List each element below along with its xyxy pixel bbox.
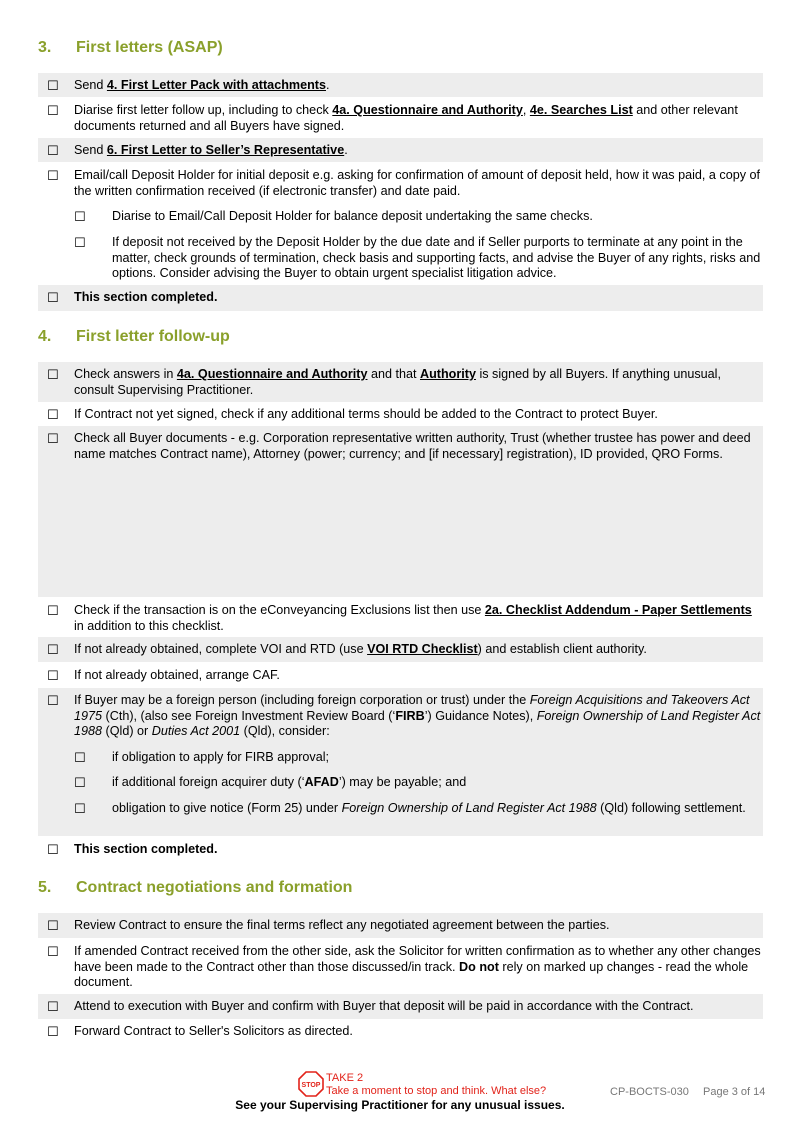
checklist-item: ☐ Diarise first letter follow up, including to check 4a. Questionnaire and Authority, 4e. Searches List and other relevant documents returned and all Buyers have signed. [47,103,738,133]
checkbox[interactable]: ☐ [47,291,59,306]
checkbox[interactable]: ☐ [74,776,86,791]
checklist-item: ☐ Send 4. First Letter Pack with attachments. [38,73,763,97]
checkbox[interactable]: ☐ [47,169,59,184]
document-link[interactable]: 6. First Letter to Seller’s Representative [106,143,345,157]
checkbox[interactable]: ☐ [47,694,59,709]
checklist-item: ☐ Check all Buyer documents - e.g. Corporation representative written authority, Trust (whether trustee has power and deed name matches Contract name), Attorney (power; currency; and [if necessary] registration), ID provided, QRO Forms. [38,426,763,597]
checkbox[interactable]: ☐ [74,751,86,766]
checkbox[interactable]: ☐ [47,919,59,934]
checklist-subitem: ☐ if obligation to apply for FIRB approval; [74,750,330,766]
checklist-item: ☐ If amended Contract received from the other side, ask the Solicitor for written confirmation as to whether any other changes have been made to the Contract other than those discussed/in track. Do not rely on marked up changes - read the whole document. [47,944,761,989]
take2-notice: TAKE 2 Take a moment to stop and think. What else? [326,1072,547,1097]
checkbox[interactable]: ☐ [47,408,59,423]
checkbox[interactable]: ☐ [47,432,59,447]
stop-sign-icon [298,1071,324,1097]
checklist-subitem: ☐ obligation to give notice (Form 25) under Foreign Ownership of Land Register Act 1988 (Qld) following settlement. [74,801,746,817]
checklist-item: ☐ If Contract not yet signed, check if any additional terms should be added to the Contract to protect Buyer. [47,407,658,423]
svg-text:STOP: STOP [301,1082,321,1089]
footer-note: See your Supervising Practitioner for any unusual issues. [235,1098,565,1112]
document-code: CP-BOCTS-030 [610,1086,689,1098]
checklist-item: ☐ Check answers in 4a. Questionnaire and Authority and that Authority is signed by all Buyers. If anything unusual, consult Supervising Practitioner. [38,362,763,402]
checkbox[interactable]: ☐ [74,236,86,251]
checkbox[interactable]: ☐ [47,945,59,960]
document-link[interactable]: 4a. Questionnaire and Authority [332,103,523,117]
checklist-subitem: ☐ If deposit not received by the Deposit Holder by the due date and if Seller purports to terminate at any point in the matter, check grounds of termination, check basis and supporting facts, and advise the Buyer of any rights, risks and options. Consider advising the Buyer to obtain urgent specialist litigation advice. [74,235,761,280]
document-link[interactable]: 4a. Questionnaire and Authority [176,367,368,381]
checkbox[interactable]: ☐ [47,79,59,94]
section-4-title: 4. First letter follow-up [38,328,230,345]
checkbox[interactable]: ☐ [47,144,59,159]
checkbox[interactable]: ☐ [47,669,59,684]
checklist-item-section-complete: ☐ This section completed. [38,285,763,311]
checkbox[interactable]: ☐ [47,843,59,858]
section-3-title: 3. First letters (ASAP) [38,39,223,56]
checklist-item-foreign-buyer: ☐ If Buyer may be a foreign person (including foreign corporation or trust) under the Foreign Acquisitions and Takeovers Act 1975 (Cth), (also see Foreign Investment Review Board (‘FIRB’) Guidance Notes), Foreign Ownership of Land Register Act 1988 (Qld) or Duties Act 2001 (Qld), consider: [38,688,763,836]
checklist-subitem: ☐ Diarise to Email/Call Deposit Holder for balance deposit undertaking the same checks. [74,209,593,225]
document-link[interactable]: 4. First Letter Pack with attachments [106,78,326,92]
checklist-item: ☐ Review Contract to ensure the final terms reflect any negotiated agreement between the parties. [38,913,763,938]
checkbox[interactable]: ☐ [47,104,59,119]
checklist-item: ☐ Check if the transaction is on the eConveyancing Exclusions list then use 2a. Checklist Addendum - Paper Settlements in addition to this checklist. [47,603,752,633]
document-link[interactable]: Authority [419,367,476,381]
checkbox[interactable]: ☐ [74,210,86,225]
checkbox[interactable]: ☐ [47,368,59,383]
document-link[interactable]: VOI RTD Checklist [367,642,478,656]
checklist-item-section-complete: ☐ This section completed. [47,842,218,858]
checklist-item: ☐ If not already obtained, complete VOI and RTD (use VOI RTD Checklist) and establish client authority. [38,637,763,662]
document-link[interactable]: 2a. Checklist Addendum - Paper Settlements [484,603,752,617]
checklist-item: ☐ Attend to execution with Buyer and confirm with Buyer that deposit will be paid in accordance with the Contract. [38,994,763,1019]
checklist-item: ☐ If not already obtained, arrange CAF. [47,668,280,684]
document-link[interactable]: 4e. Searches List [529,103,633,117]
checkbox[interactable]: ☐ [47,604,59,619]
checklist-item: ☐ Forward Contract to Seller's Solicitors as directed. [47,1024,353,1040]
page-number: Page 3 of 14 [703,1086,766,1098]
checkbox[interactable]: ☐ [47,1000,59,1015]
checkbox[interactable]: ☐ [47,643,59,658]
checkbox[interactable]: ☐ [47,1025,59,1040]
checklist-item: ☐ Email/call Deposit Holder for initial deposit e.g. asking for confirmation of amount of deposit held, how it was paid, a copy of the written confirmation received (if electronic transfer) and date paid. [47,168,761,198]
checklist-subitem: ☐ if additional foreign acquirer duty (‘AFAD’) may be payable; and [74,775,467,791]
checklist-item: ☐ Send 6. First Letter to Seller’s Representative. [38,138,763,162]
section-5-title: 5. Contract negotiations and formation [38,879,353,896]
checkbox[interactable]: ☐ [74,802,86,817]
